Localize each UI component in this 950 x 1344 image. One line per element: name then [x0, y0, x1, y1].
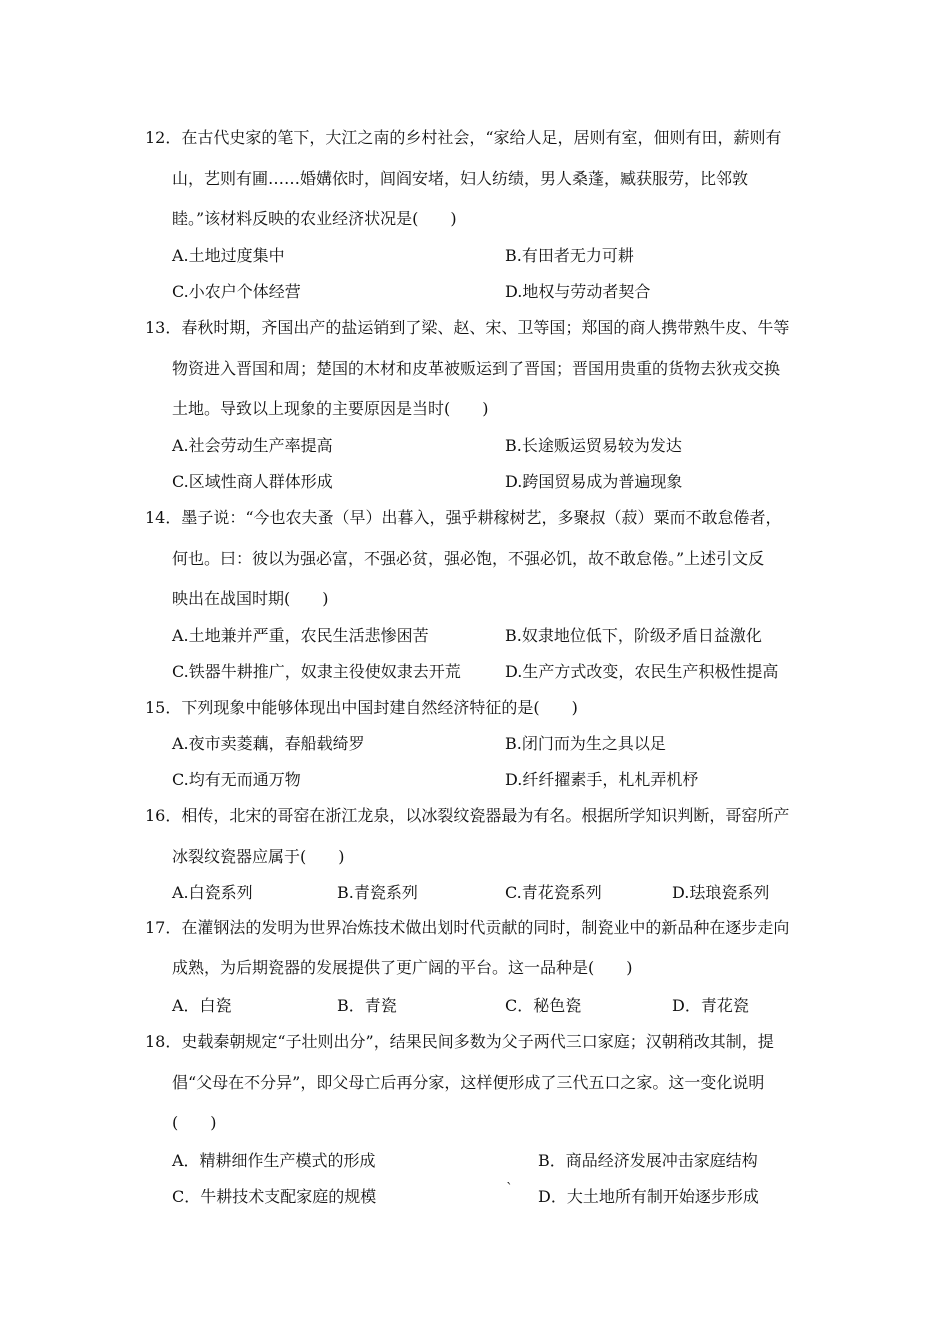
question-13-option-d[interactable]: D.跨国贸易成为普遍现象 [505, 472, 683, 491]
question-16-option-c[interactable]: C.青花瓷系列 [505, 883, 602, 902]
question-14-option-b[interactable]: B.奴隶地位低下，阶级矛盾日益激化 [505, 626, 762, 645]
question-12-line-2: 山，艺则有圃……婚媾依时，闾阎安堵，妇人纺绩，男人桑蓬，臧获服劳，比邻敦 [172, 169, 749, 188]
question-13-option-b[interactable]: B.长途贩运贸易较为发达 [505, 436, 682, 455]
question-12-option-b[interactable]: B.有田者无力可耕 [505, 246, 634, 265]
question-12-option-a[interactable]: A.土地过度集中 [172, 246, 285, 265]
stray-mark: ` [506, 1181, 513, 1197]
question-13-option-a[interactable]: A.社会劳动生产率提高 [172, 436, 333, 455]
question-18-line-3: ( ) [172, 1113, 217, 1132]
question-17-line-1: 17．在灌钢法的发明为世界冶炼技术做出划时代贡献的同时，制瓷业中的新品种在逐步走向 [145, 918, 790, 937]
question-13-line-2: 物资进入晋国和周；楚国的木材和皮革被贩运到了晋国；晋国用贵重的货物去狄戎交换 [172, 359, 781, 378]
question-18-option-b[interactable]: B．商品经济发展冲击家庭结构 [538, 1151, 758, 1170]
question-13-line-1: 13．春秋时期，齐国出产的盐运销到了梁、赵、宋、卫等国；郑国的商人携带熟牛皮、牛等 [145, 318, 790, 337]
question-14-line-1: 14．墨子说：“今也农夫蚤（早）出暮入，强乎耕稼树艺，多聚叔（菽）粟而不敢怠倦者， [145, 508, 782, 527]
question-15-option-c[interactable]: C.均有无而通万物 [172, 770, 301, 789]
question-14-option-c[interactable]: C.铁器牛耕推广，奴隶主役使奴隶去开荒 [172, 662, 461, 681]
question-15-option-b[interactable]: B.闭门而为生之具以足 [505, 734, 666, 753]
question-17-option-c[interactable]: C．秘色瓷 [505, 996, 582, 1015]
question-18-line-2: 倡“父母在不分异”，即父母亡后再分家，这样便形成了三代五口之家。这一变化说明 [172, 1073, 765, 1092]
question-16-line-2: 冰裂纹瓷器应属于( ) [172, 847, 345, 866]
question-16-option-d[interactable]: D.珐琅瓷系列 [672, 883, 770, 902]
question-12-option-c[interactable]: C.小农户个体经营 [172, 282, 301, 301]
question-14-line-3: 映出在战国时期( ) [172, 589, 329, 608]
question-15-option-d[interactable]: D.纤纤擢素手，札札弄机杼 [505, 770, 699, 789]
question-17-option-b[interactable]: B．青瓷 [337, 996, 397, 1015]
question-18-option-c[interactable]: C．牛耕技术支配家庭的规模 [172, 1187, 377, 1206]
question-12-line-1: 12．在古代史家的笔下，大江之南的乡村社会，“家给人足，居则有室，佃则有田，薪则有 [145, 128, 782, 147]
question-12-line-3: 睦。”该材料反映的农业经济状况是( ) [172, 209, 457, 228]
question-13-option-c[interactable]: C.区域性商人群体形成 [172, 472, 333, 491]
question-13-line-3: 土地。导致以上现象的主要原因是当时( ) [172, 399, 489, 418]
question-14-option-a[interactable]: A.土地兼并严重，农民生活悲惨困苦 [172, 626, 429, 645]
question-17-option-d[interactable]: D．青花瓷 [672, 996, 749, 1015]
question-17-line-2: 成熟，为后期瓷器的发展提供了更广阔的平台。这一品种是( ) [172, 958, 633, 977]
question-14-line-2: 何也。曰：彼以为强必富，不强必贫，强必饱，不强必饥，故不敢怠倦。”上述引文反 [172, 549, 765, 568]
question-15-line-1: 15．下列现象中能够体现出中国封建自然经济特征的是( ) [145, 698, 578, 717]
question-16-option-b[interactable]: B.青瓷系列 [337, 883, 418, 902]
question-14-option-d[interactable]: D.生产方式改变，农民生产积极性提高 [505, 662, 779, 681]
question-16-line-1: 16．相传，北宋的哥窑在浙江龙泉，以冰裂纹瓷器最为有名。根据所学知识判断，哥窑所产 [145, 806, 790, 825]
question-15-option-a[interactable]: A.夜市卖菱藕，春船载绮罗 [172, 734, 365, 753]
question-18-line-1: 18．史载秦朝规定“子壮则出分”，结果民间多数为父子两代三口家庭；汉朝稍改其制，提 [145, 1032, 774, 1051]
question-18-option-d[interactable]: D．大土地所有制开始逐步形成 [538, 1187, 759, 1206]
question-18-option-a[interactable]: A．精耕细作生产模式的形成 [172, 1151, 376, 1170]
question-16-option-a[interactable]: A.白瓷系列 [172, 883, 253, 902]
question-17-option-a[interactable]: A．白瓷 [172, 996, 232, 1015]
question-12-option-d[interactable]: D.地权与劳动者契合 [505, 282, 651, 301]
